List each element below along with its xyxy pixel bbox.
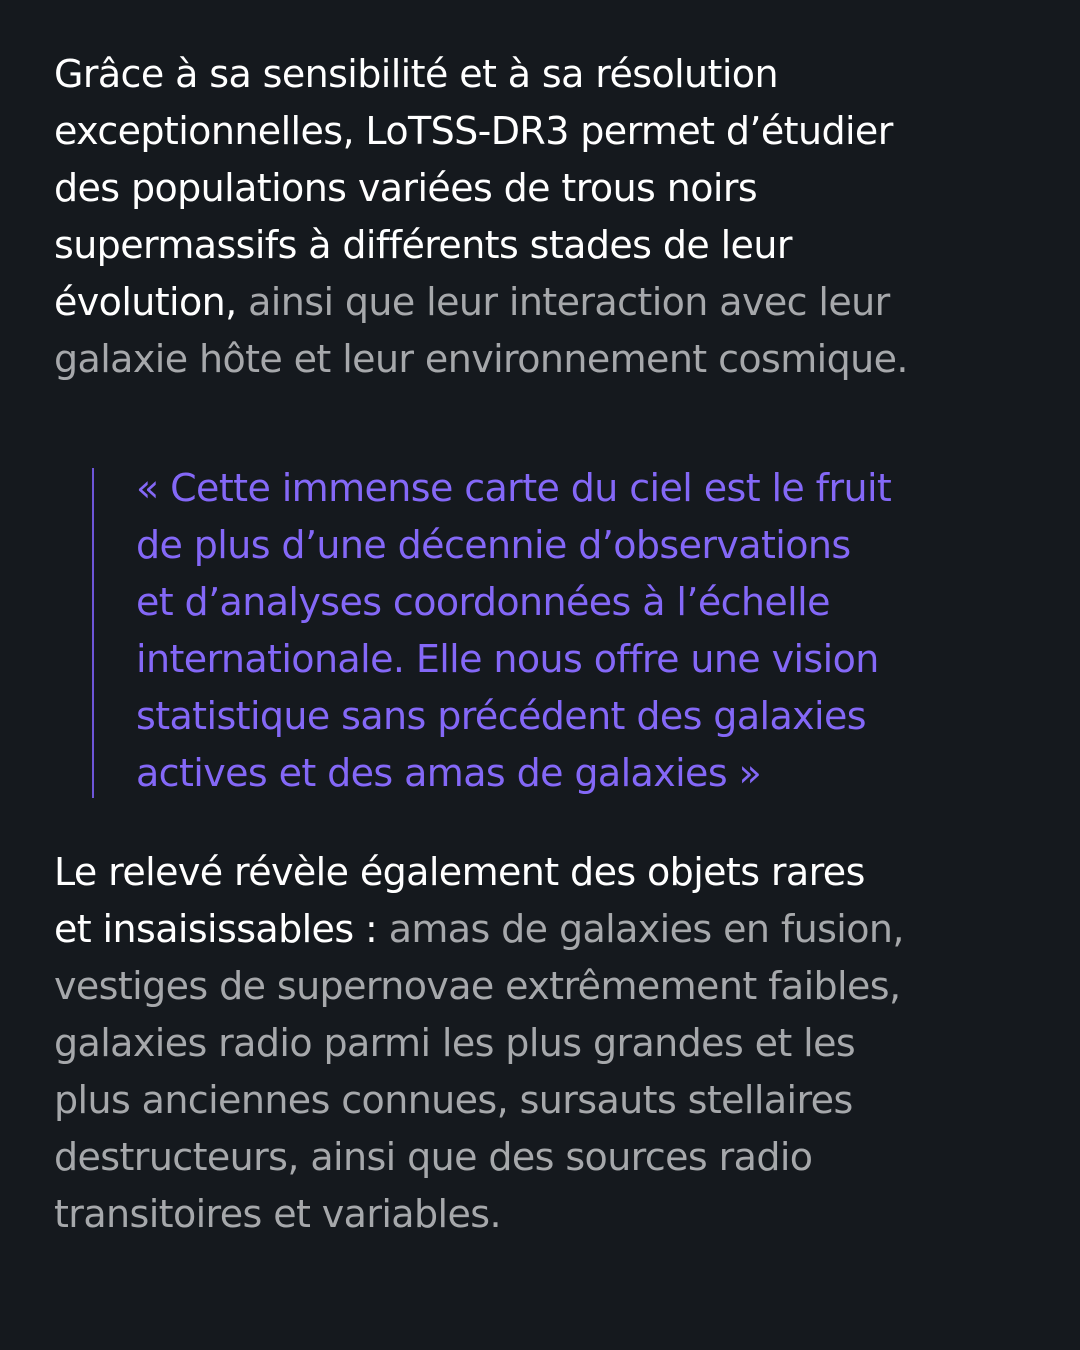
paragraph-intro	[54, 46, 1014, 388]
paragraph-intro-rest: ainsi que leur interaction avec leur galaxie hôte et leur environnement cosmique.	[54, 280, 908, 381]
paragraph-intro-lead: Grâce à sa sensibilité et à sa résolution exceptionnelles, LoTSS-DR3 permet d’étudier des populations variées de trous noirs supermassifs à différents stades de leur évolution,	[54, 52, 893, 324]
paragraph-discoveries-rest: amas de galaxies en fusion, vestiges de supernovae extrêmement faibles, galaxies radio parmi les plus grandes et les plus anciennes connues, sursauts stellaires destructeurs, ainsi que des sources radio transitoires et variables.	[54, 907, 904, 1236]
pull-quote	[92, 468, 994, 798]
paragraph-discoveries	[54, 844, 1014, 1243]
pull-quote-text: « Cette immense carte du ciel est le fruit de plus d’une décennie d’observations et d’analyses coordonnées à l’échelle internationale. Elle nous offre une vision statistique sans précédent des galaxies actives et des amas de galaxies »	[136, 466, 892, 795]
paragraph-discoveries-lead: Le relevé révèle également des objets rares et insaisissables :	[54, 850, 865, 951]
